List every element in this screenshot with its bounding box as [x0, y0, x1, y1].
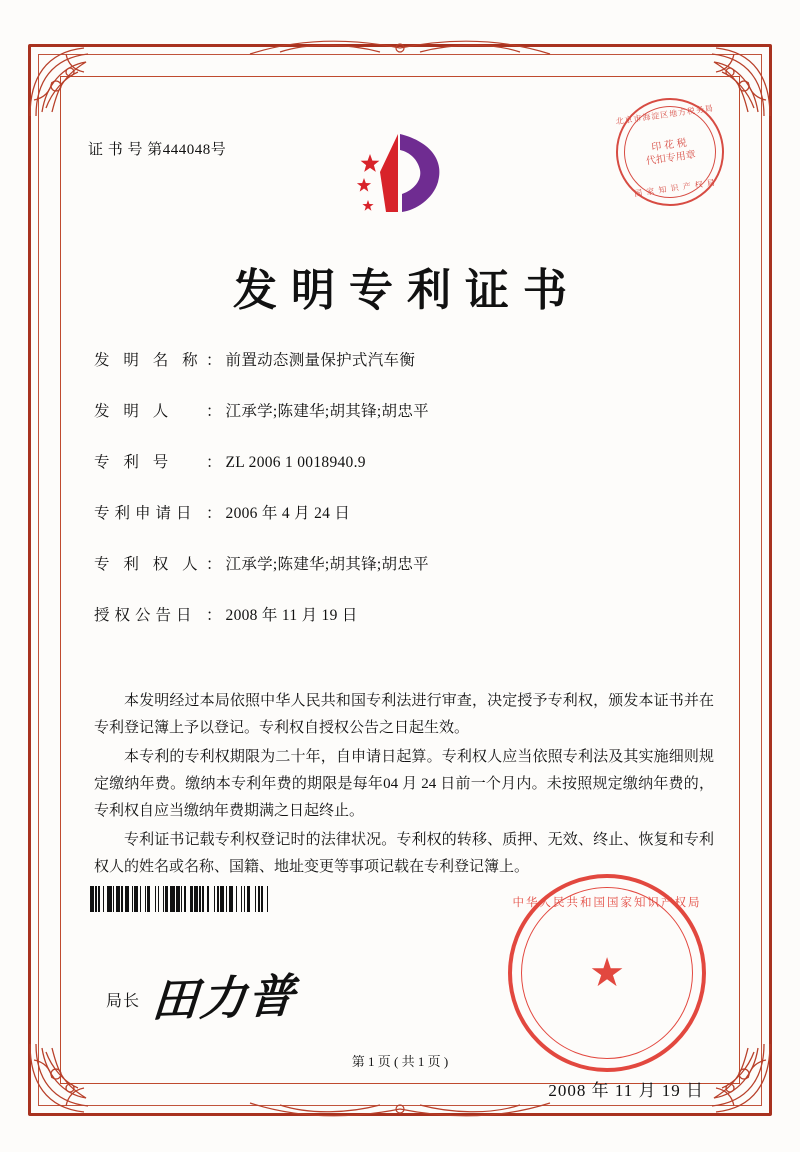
star-icon: ★	[589, 950, 625, 995]
field-colon: ：	[206, 505, 222, 522]
field-colon: ：	[206, 403, 222, 420]
tax-stamp-arc-bottom: 国 家 知 识 产 权 局	[633, 177, 717, 199]
tax-stamp-center-text: 印 花 税 代扣专用章	[645, 137, 697, 168]
field-colon: ：	[206, 607, 222, 624]
signature-name: 田力普	[150, 970, 299, 1027]
seal-date: 2008 年 11 月 19 日	[548, 1081, 704, 1100]
barcode-bar	[268, 886, 273, 912]
field-colon: ：	[206, 454, 222, 471]
official-seal	[508, 874, 706, 1072]
body-text	[94, 688, 714, 883]
field-row	[94, 348, 712, 370]
field-label: 发 明 人	[94, 403, 174, 420]
tax-stamp-arc-top: 北京市海淀区地方税务局	[615, 103, 715, 127]
certificate-number-label: 证 书 号	[88, 142, 144, 158]
field-list	[94, 348, 712, 654]
body-paragraph: 专利证书记载专利权登记时的法律状况。专利权的转移、质押、无效、终止、恢复和专利权人的姓名或名称、国籍、地址变更等事项记载在专利登记簿上。	[94, 832, 714, 875]
certificate-number-value: 第444048号	[147, 142, 227, 158]
certificate-content	[60, 76, 740, 1100]
field-value-patent-number: ZL 2006 1 0018940.9	[225, 454, 366, 471]
field-label: 发 明 名 称	[94, 352, 203, 369]
page-title: 发明专利证书	[233, 266, 581, 315]
field-colon: ：	[206, 352, 222, 369]
body-paragraph: 本发明经过本局依照中华人民共和国专利法进行审查，决定授予专利权，颁发本证书并在专利登记簿上予以登记。专利权自授权公告之日起生效。	[94, 693, 714, 736]
patent-office-logo-icon	[340, 116, 460, 236]
page-footer: 第 1 页 ( 共 1 页 )	[351, 1054, 449, 1069]
field-row	[94, 603, 712, 625]
field-value-inventors: 江承学;陈建华;胡其锋;胡忠平	[225, 403, 429, 420]
signature-block	[106, 970, 299, 1027]
field-value-grant-date: 2008 年 11 月 19 日	[225, 607, 358, 624]
field-label: 专利申请日	[94, 505, 197, 522]
field-label: 专 利 权 人	[94, 556, 203, 573]
field-label: 专 利 号	[94, 454, 174, 471]
field-label: 授权公告日	[94, 607, 197, 624]
signature-label: 局长	[106, 992, 141, 1010]
field-value-application-date: 2006 年 4 月 24 日	[225, 505, 351, 522]
field-value-patentee: 江承学;陈建华;胡其锋;胡忠平	[225, 556, 429, 573]
field-value-invention-name: 前置动态测量保护式汽车衡	[225, 352, 416, 369]
barcode	[90, 886, 480, 912]
field-row	[94, 552, 712, 574]
certificate-number	[88, 138, 226, 159]
field-row	[94, 450, 712, 472]
field-row	[94, 501, 712, 523]
official-seal-text: 中华人民共和国国家知识产权局	[512, 897, 702, 909]
field-colon: ：	[206, 556, 222, 573]
body-paragraph: 本专利的专利权期限为二十年，自申请日起算。专利权人应当依照专利法及其实施细则规定缴纳年费。缴纳本专利年费的期限是每年04 月 24 日前一个月内。未按照规定缴纳年费的，专利权自应当缴纳年费期满之日起终止。	[94, 749, 714, 819]
tax-stamp	[609, 91, 731, 213]
field-row	[94, 399, 712, 421]
